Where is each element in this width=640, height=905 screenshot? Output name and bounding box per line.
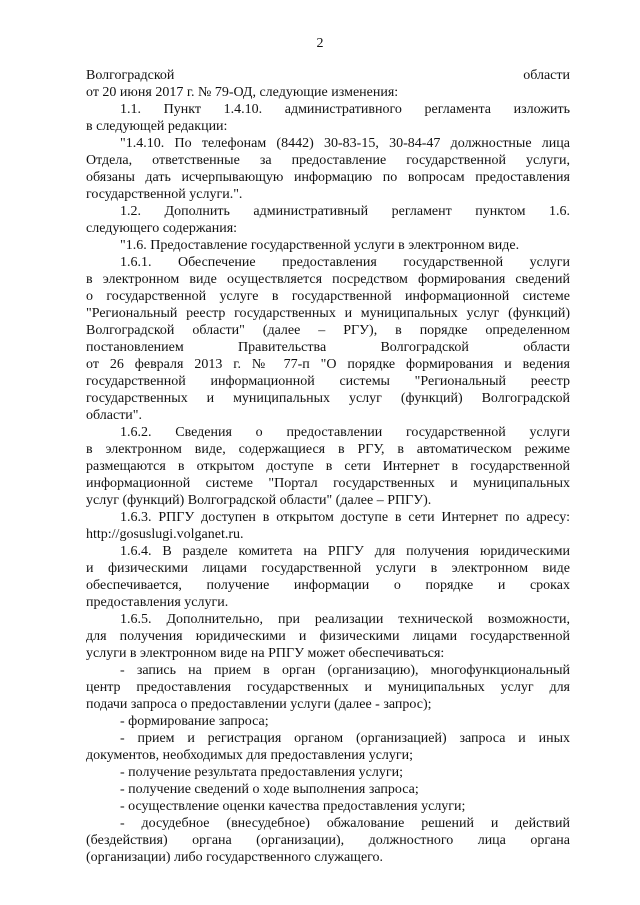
text-line: Волгоградской области bbox=[86, 68, 570, 83]
text-line: подачи запроса о предоставлении услуги (далее - запрос); bbox=[86, 697, 432, 712]
text-line: - осуществление оценки качества предоставления услуги; bbox=[120, 799, 466, 814]
text-line: 1.6.1. Обеспечение предоставления государственной услуги bbox=[120, 255, 570, 270]
text-line: Отдела, ответственные за предоставление государственной услуги, bbox=[86, 153, 570, 168]
text-line: центр предоставления государственных и муниципальных услуг для bbox=[86, 680, 570, 695]
text-line: - получение результата предоставления услуги; bbox=[120, 765, 403, 780]
text-line: "Региональный реестр государственных и муниципальных услуг (функций) bbox=[86, 306, 570, 321]
text-line: постановлением Правительства Волгоградской области bbox=[86, 340, 570, 355]
text-line: от 26 февраля 2013 г. № 77-п "О порядке формирования и ведения bbox=[86, 357, 570, 372]
text-line: 1.6.3. РПГУ доступен в открытом доступе в сети Интернет по адресу: bbox=[120, 510, 570, 525]
text-line: - запись на прием в орган (организацию), многофункциональный bbox=[120, 663, 570, 678]
text-line: "1.4.10. По телефонам (8442) 30-83-15, 30-84-47 должностные лица bbox=[120, 136, 570, 151]
text-line: 1.6.2. Сведения о предоставлении государственной услуги bbox=[120, 425, 570, 440]
text-line: - досудебное (внесудебное) обжалование решений и действий bbox=[120, 816, 570, 831]
text-line: 1.6.4. В разделе комитета на РПГУ для получения юридическими bbox=[120, 544, 570, 559]
text-line: обеспечивается, получение информации о порядке и сроках bbox=[86, 578, 570, 593]
text-line: документов, необходимых для предоставления услуги; bbox=[86, 748, 414, 763]
text-line: государственной услуги.". bbox=[86, 187, 243, 202]
text-line: "1.6. Предоставление государственной услуги в электронном виде. bbox=[120, 238, 520, 253]
text-line: области". bbox=[86, 408, 143, 423]
page-number: 2 bbox=[316, 36, 324, 51]
text-line: о государственной услуге в государственной информационной системе bbox=[86, 289, 570, 304]
text-line: обязаны дать исчерпывающую информацию по вопросам предоставления bbox=[86, 170, 570, 185]
text-line: услуги в электронном виде на РПГУ может обеспечиваться: bbox=[86, 646, 445, 661]
text-line: в следующей редакции: bbox=[86, 119, 228, 134]
text-line: (бездействия) органа (организации), должностного лица органа bbox=[86, 833, 570, 848]
text-line: в электронном виде осуществляется посредством формирования сведений bbox=[86, 272, 570, 287]
text-line: 1.6.5. Дополнительно, при реализации технической возможности, bbox=[120, 612, 570, 627]
text-line: - прием и регистрация органом (организацией) запроса и иных bbox=[120, 731, 570, 746]
text-line: 1.1. Пункт 1.4.10. административного регламента изложить bbox=[120, 102, 570, 117]
text-line: - формирование запроса; bbox=[120, 714, 269, 729]
text-line: следующего содержания: bbox=[86, 221, 238, 236]
text-line: http://gosuslugi.volganet.ru. bbox=[86, 527, 244, 542]
text-line: - получение сведений о ходе выполнения запроса; bbox=[120, 782, 419, 797]
text-line: Волгоградской области" (далее – РГУ), в порядке определенном bbox=[86, 323, 570, 338]
text-line: услуг (функций) Волгоградской области" (далее – РПГУ). bbox=[86, 493, 432, 508]
text-line: предоставления услуги. bbox=[86, 595, 229, 610]
text-line: государственных и муниципальных услуг (функций) Волгоградской bbox=[86, 391, 570, 406]
text-line: и физическими лицами государственной услуги в электронном виде bbox=[86, 561, 570, 576]
text-line: в электронном виде, содержащиеся в РГУ, в автоматическом режиме bbox=[86, 442, 570, 457]
text-line: информационной системе "Портал государственных и муниципальных bbox=[86, 476, 570, 491]
text-line: размещаются в открытом доступе в сети Интернет в государственной bbox=[86, 459, 570, 474]
text-line: (организации) либо государственного служащего. bbox=[86, 850, 384, 865]
text-line: для получения юридическими и физическими лицами государственной bbox=[86, 629, 570, 644]
text-line: 1.2. Дополнить административный регламент пунктом 1.6. bbox=[120, 204, 570, 219]
text-line: от 20 июня 2017 г. № 79-ОД, следующие изменения: bbox=[86, 85, 399, 100]
text-line: государственной информационной системы "Региональный реестр bbox=[86, 374, 570, 389]
